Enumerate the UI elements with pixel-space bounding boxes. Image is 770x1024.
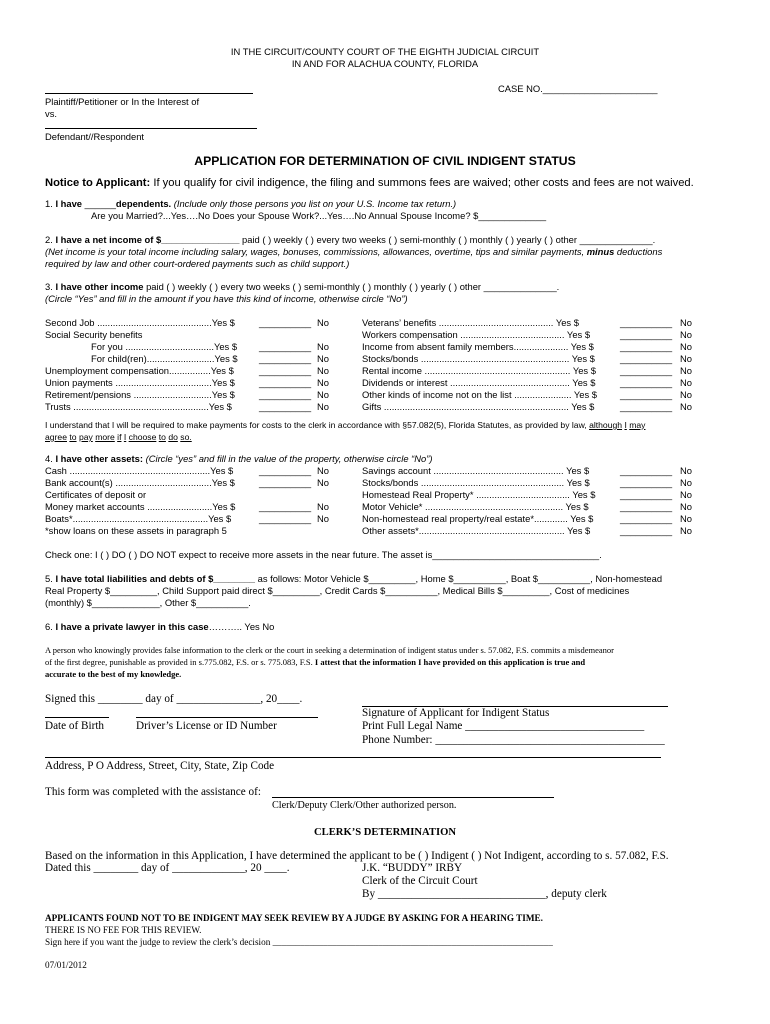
court-header-line2: IN AND FOR ALACHUA COUNTY, FLORIDA bbox=[291, 58, 479, 69]
question-5-line3[interactable]: (monthly) $_____________, Other $__________. bbox=[45, 597, 251, 608]
income-row[interactable]: Stocks/bonds ......................................................... Yes $ __________ No bbox=[362, 353, 692, 364]
court-header-line1: IN THE CIRCUIT/COUNTY COURT OF THE EIGHTH JUDICIAL CIRCUIT bbox=[230, 46, 540, 57]
asset-row[interactable]: Bank account(s) .....................................Yes $ __________ No bbox=[45, 477, 329, 488]
form-revision-date: 07/01/2012 bbox=[45, 960, 87, 970]
defendant-label: Defendant//Respondent bbox=[45, 131, 145, 142]
income-row[interactable]: Second Job ............................................Yes $ __________ No bbox=[45, 317, 329, 328]
assistance-line[interactable] bbox=[272, 797, 554, 798]
asset-row[interactable]: Other assets*........................................................ Yes $ __________ No bbox=[362, 525, 692, 536]
asset-row[interactable]: Motor Vehicle* ..................................................... Yes $ __________ No bbox=[362, 501, 692, 512]
income-row[interactable]: For child(ren)..........................Yes $ __________ No bbox=[91, 353, 329, 364]
question-3-note: (Circle “Yes” and fill in the amount if you have this kind of income, otherwise circle “No”) bbox=[45, 293, 408, 304]
question-2-note: (Net income is your total income including salary, wages, bonuses, commissions, allowances, overtime, tips and similar payments, minus deductions bbox=[45, 246, 663, 257]
income-row[interactable]: Rental income ........................................................ Yes $ __________ No bbox=[362, 365, 692, 376]
asset-row[interactable]: Stocks/bonds ....................................................... Yes $ __________ No bbox=[362, 477, 692, 488]
judge-review-signature-field[interactable]: Sign here if you want the judge to review the clerk’s decision _____________________________________________________________ bbox=[45, 937, 553, 947]
asset-row: Certificates of deposit or bbox=[45, 489, 147, 500]
income-row[interactable]: Unemployment compensation................Yes $ __________ No bbox=[45, 365, 329, 376]
clerks-determination-heading: CLERK’S DETERMINATION bbox=[314, 827, 456, 838]
question-2-net-income[interactable]: 2. I have a net income of $_______________ paid ( ) weekly ( ) every two weeks ( ) semi-monthly ( ) monthly ( ) yearly ( ) other ______________. bbox=[45, 234, 656, 245]
asset-row: *show loans on these assets in paragraph 5 bbox=[45, 525, 227, 536]
income-row[interactable]: For you ..................................Yes $ __________ No bbox=[91, 341, 329, 352]
date-of-birth-line[interactable] bbox=[45, 717, 109, 718]
asset-row[interactable]: Boats*....................................................Yes $ __________ No bbox=[45, 513, 329, 524]
income-row[interactable]: Union payments .....................................Yes $ __________ No bbox=[45, 377, 329, 388]
signed-date-field[interactable]: Signed this ________ day of _______________, 20____. bbox=[45, 693, 303, 705]
question-2-note-line3: required by law and other court-ordered payments such as child support.) bbox=[45, 258, 350, 269]
drivers-license-label: Driver’s License or ID Number bbox=[136, 720, 277, 732]
clerk-dated-field[interactable]: Dated this ________ day of _____________, 20 ____. bbox=[45, 862, 290, 874]
income-row[interactable]: Retirement/pensions ..............................Yes $ __________ No bbox=[45, 389, 329, 400]
clerk-name: J.K. “BUDDY” IRBY bbox=[362, 862, 463, 874]
income-row[interactable]: Gifts ....................................................................... Yes $ __________ No bbox=[362, 401, 692, 412]
check-one-assets[interactable]: Check one: I ( ) DO ( ) DO NOT expect to receive more assets in the near future. The asset is________________________________. bbox=[45, 549, 602, 560]
income-row[interactable]: Income from absent family members..................... Yes $ __________ No bbox=[362, 341, 692, 352]
question-4-other-assets: 4. I have other assets: (Circle “yes” and fill in the value of the property, otherwise circle “No”) bbox=[45, 453, 433, 464]
case-number-field[interactable]: CASE NO.______________________ bbox=[498, 83, 658, 94]
plaintiff-line bbox=[45, 93, 253, 94]
question-1-spouse[interactable]: Are you Married?...Yes….No Does your Spouse Work?...Yes….No Annual Spouse Income? $_____________ bbox=[91, 210, 547, 221]
defendant-line bbox=[45, 128, 257, 129]
income-row[interactable]: Workers compensation ........................................ Yes $ __________ No bbox=[362, 329, 692, 340]
date-of-birth-label: Date of Birth bbox=[45, 720, 105, 732]
clerk-determination-statement[interactable]: Based on the information in this Application, I have determined the applicant to be ( ) Indigent ( ) Not Indigent, according to s. 57.082, F.S. bbox=[45, 850, 669, 862]
asset-row[interactable]: Homestead Real Property* .................................... Yes $ __________ No bbox=[362, 489, 692, 500]
income-row[interactable]: Veterans’ benefits ............................................ Yes $ __________ No bbox=[362, 317, 692, 328]
income-row: Social Security benefits bbox=[45, 329, 143, 340]
address-line[interactable] bbox=[45, 757, 661, 758]
question-3-other-income[interactable]: 3. I have other income paid ( ) weekly ( ) every two weeks ( ) semi-monthly ( ) monthly ( ) yearly ( ) other ______________. bbox=[45, 281, 560, 292]
perjury-warning-line2: of the first degree, punishable as provided in s.775.082, F.S. or s. 775.083, F.S. I attest that the information I have provided on this application is true and bbox=[45, 657, 586, 667]
income-row[interactable]: Dividends or interest .............................................. Yes $ __________ No bbox=[362, 377, 692, 388]
asset-row[interactable]: Non-homestead real property/real estate*............. Yes $ __________ No bbox=[362, 513, 692, 524]
question-5-line2[interactable]: Real Property $_________, Child Support paid direct $_________, Credit Cards $__________, Medical Bills $_________, Cost of medicines bbox=[45, 585, 630, 596]
assistance-label: This form was completed with the assistance of: bbox=[45, 786, 261, 798]
plaintiff-label: Plaintiff/Petitioner or In the Interest of bbox=[45, 96, 200, 107]
question-5-liabilities[interactable]: 5. I have total liabilities and debts of $________ as follows: Motor Vehicle $_________, Home $__________, Boat $__________, Non-homestead bbox=[45, 573, 663, 584]
perjury-warning-line1: A person who knowingly provides false information to the clerk or the court in seeking a determination of indigent status under s. 57.082, F.S. commits a misdemeanor bbox=[45, 645, 614, 655]
income-row[interactable]: Trusts ....................................................Yes $ __________ No bbox=[45, 401, 329, 412]
page-title: APPLICATION FOR DETERMINATION OF CIVIL INDIGENT STATUS bbox=[194, 154, 576, 168]
notice-to-applicant: Notice to Applicant: If you qualify for civil indigence, the filing and summons fees are waived; other costs and fees are not waived. bbox=[45, 177, 694, 189]
question-6-private-lawyer[interactable]: 6. I have a private lawyer in this case……….. Yes No bbox=[45, 621, 275, 632]
understand-statement-line2: agree to pay more if I choose to do so. bbox=[45, 432, 192, 442]
income-row[interactable]: Other kinds of income not on the list ...................... Yes $ __________ No bbox=[362, 389, 692, 400]
asset-row[interactable]: Money market accounts .........................Yes $ __________ No bbox=[45, 501, 329, 512]
asset-row[interactable]: Savings account .................................................. Yes $ __________ No bbox=[362, 465, 692, 476]
vs-label: vs. bbox=[45, 108, 57, 119]
no-fee-notice: THERE IS NO FEE FOR THIS REVIEW. bbox=[45, 925, 202, 935]
drivers-license-line[interactable] bbox=[136, 717, 318, 718]
clerk-authorized-label: Clerk/Deputy Clerk/Other authorized person. bbox=[272, 800, 457, 811]
address-label: Address, P O Address, Street, City, State, Zip Code bbox=[45, 760, 275, 772]
phone-number-field[interactable]: Phone Number: _________________________________________ bbox=[362, 734, 665, 746]
asset-row[interactable]: Cash ......................................................Yes $ __________ No bbox=[45, 465, 329, 476]
review-notice: APPLICANTS FOUND NOT TO BE INDIGENT MAY SEEK REVIEW BY A JUDGE BY ASKING FOR A HEARING TIME. bbox=[45, 913, 543, 923]
understand-statement: I understand that I will be required to make payments for costs to the clerk in accordance with §57.082(5), Florida Statutes, as provided by law, although I may bbox=[45, 420, 646, 430]
question-1-dependents: 1. I have ______dependents. (Include only those persons you list on your U.S. Income tax return.) bbox=[45, 198, 457, 209]
applicant-signature-label: Signature of Applicant for Indigent Status bbox=[362, 707, 550, 719]
print-name-field[interactable]: Print Full Legal Name ________________________________ bbox=[362, 720, 645, 732]
deputy-clerk-signature-field[interactable]: By ______________________________, deputy clerk bbox=[362, 888, 607, 900]
clerk-title: Clerk of the Circuit Court bbox=[362, 875, 478, 887]
perjury-warning-line3: accurate to the best of my knowledge. bbox=[45, 669, 182, 679]
